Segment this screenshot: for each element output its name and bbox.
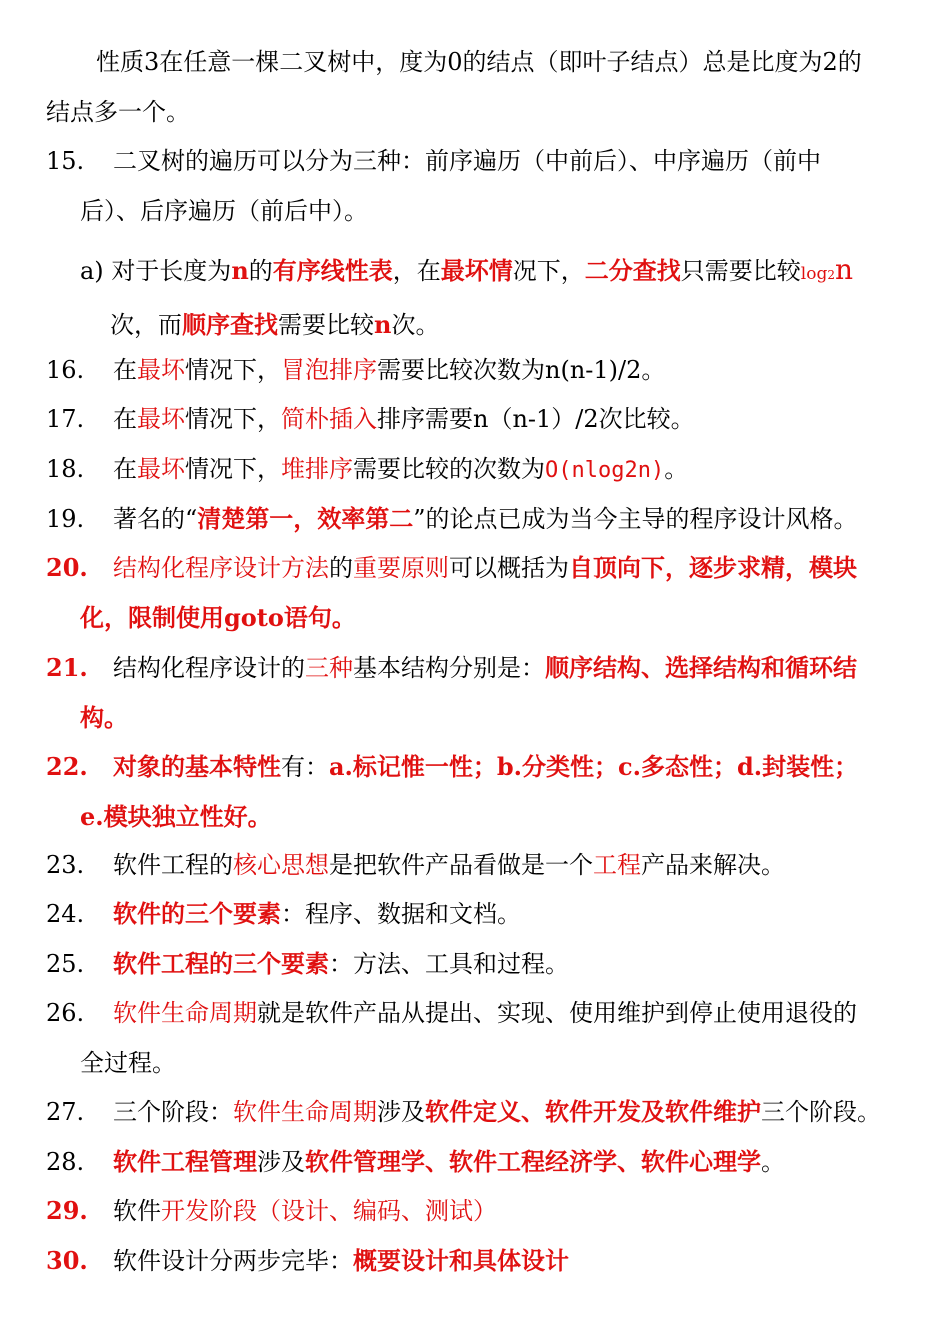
highlight-text: 工程 (593, 851, 641, 879)
intro-line-2: 结点多一个。 (46, 98, 190, 126)
highlight-text: 2 (827, 268, 835, 282)
text-run: 在 (113, 405, 137, 433)
text-run: 著名的“ (113, 505, 198, 533)
sub-item-label: a) (80, 257, 104, 285)
highlight-text: 二分查找 (584, 256, 681, 285)
item-number: 16. (46, 356, 85, 384)
highlight-text: 最坏情 (440, 256, 513, 285)
text-run: 只需要比较 (680, 257, 801, 285)
list-item-21 (46, 643, 916, 743)
list-item-19 (46, 494, 916, 544)
list-item-29 (46, 1186, 916, 1236)
item-number: 23. (46, 851, 85, 879)
text-run: ”的论点已成为当今主导的程序设计风格。 (413, 505, 858, 533)
item-number: 22. (46, 752, 88, 781)
text-run: 软件 (113, 1197, 161, 1225)
text-run: 涉及 (257, 1148, 305, 1176)
list-item-27 (46, 1087, 916, 1137)
highlight-text: 概要设计和具体设计 (353, 1246, 569, 1275)
highlight-text: 顺序查找 (182, 310, 278, 339)
highlight-text: 堆排序 (281, 455, 353, 483)
text-run: 情况下， (185, 356, 281, 384)
list-item-18 (46, 444, 916, 496)
sub-item-a (80, 245, 920, 350)
item-continuation: 构。 (80, 703, 128, 732)
text-run: 在 (113, 455, 137, 483)
highlight-text: 重要原则 (353, 554, 449, 582)
text-run: 情况下， (185, 455, 281, 483)
highlight-text: 软件定义、软件开发及软件维护 (425, 1097, 761, 1126)
highlight-text: 软件管理学、软件工程经济学、软件心理学 (305, 1147, 761, 1176)
highlight-text: 自顶向下，逐步求精，模块 (569, 553, 857, 582)
text-run: 对于长度为 (111, 257, 232, 285)
text-run: 有： (281, 753, 329, 781)
text-run: 。 (664, 455, 689, 483)
highlight-text: 简朴插入 (281, 405, 377, 433)
text-run: 可以概括为 (449, 554, 569, 582)
item-number: 30. (46, 1246, 88, 1275)
item-number: 25. (46, 950, 85, 978)
text-run: 软件工程的 (113, 851, 233, 879)
highlight-text: n (231, 256, 249, 285)
highlight-text: 最坏 (137, 405, 185, 433)
list-item-17 (46, 394, 916, 444)
text-run: 三个阶段： (113, 1098, 233, 1126)
highlight-text: n (834, 253, 854, 286)
list-item-24 (46, 889, 916, 939)
item-continuation: 后）、后序遍历（前后中）。 (80, 197, 368, 225)
text-run: 。 (761, 1148, 785, 1176)
item-continuation: e.模块独立性好。 (80, 802, 272, 831)
list-item-22 (46, 742, 916, 842)
highlight-text: 最坏 (137, 356, 185, 384)
item-number: 29. (46, 1196, 88, 1225)
text-run: 次。 (391, 311, 440, 339)
text-run: 基本结构分别是： (353, 654, 545, 682)
list-item-16 (46, 345, 916, 395)
text-run: 排序需要n（n-1）/2次比较。 (377, 405, 695, 433)
highlight-text: 软件的三个要素 (113, 899, 281, 928)
list-item-15 (46, 136, 916, 236)
text-run: 是把软件产品看做是一个 (329, 851, 593, 879)
list-item-30 (46, 1236, 916, 1286)
highlight-text: 软件生命周期 (233, 1098, 377, 1126)
text-run: 软件设计分两步完毕： (113, 1247, 353, 1275)
highlight-text: 顺序结构、选择结构和循环结 (545, 653, 857, 682)
highlight-text: n (374, 310, 392, 339)
item-number: 17. (46, 405, 85, 433)
text-run: 次，而 (110, 311, 182, 339)
text-run: 情况下， (185, 405, 281, 433)
text-run: 产品来解决。 (641, 851, 785, 879)
item-number: 18. (46, 455, 85, 483)
list-item-23 (46, 840, 916, 890)
text-run: 况下， (512, 257, 585, 285)
highlight-text: 开发阶段（设计、编码、测试） (161, 1197, 497, 1225)
highlight-text: 有序线性表 (272, 256, 393, 285)
highlight-text: 结构化程序设计方法 (113, 554, 329, 582)
highlight-text: 软件生命周期 (113, 999, 257, 1027)
item-number: 28. (46, 1148, 85, 1176)
item-number: 21. (46, 653, 88, 682)
list-item-25 (46, 939, 916, 989)
item-number: 27. (46, 1098, 85, 1126)
highlight-text: 核心思想 (233, 851, 329, 879)
highlight-text: 软件工程管理 (113, 1147, 257, 1176)
text-run: 需要比较的次数为 (353, 455, 545, 483)
item-number: 20. (46, 553, 88, 582)
item-number: 26. (46, 999, 85, 1027)
intro-paragraph (46, 37, 916, 137)
highlight-text: 冒泡排序 (281, 356, 377, 384)
item-text: 二叉树的遍历可以分为三种：前序遍历（中前后）、中序遍历（前中 (113, 147, 821, 175)
highlight-text: 软件工程的三个要素 (113, 949, 329, 978)
item-number: 19. (46, 505, 85, 533)
highlight-text: 对象的基本特性 (113, 752, 281, 781)
highlight-text: 清楚第一，效率第二 (197, 504, 414, 533)
list-item-28 (46, 1137, 916, 1187)
text-run: 需要比较 (278, 311, 374, 339)
text-run: 就是软件产品从提出、实现、使用维护到停止使用退役的 (257, 999, 857, 1027)
text-run: 三个阶段。 (761, 1098, 881, 1126)
text-run: ：方法、工具和过程。 (329, 950, 569, 978)
item-number: 15. (46, 147, 85, 175)
highlight-text: log (800, 264, 828, 284)
text-run: 涉及 (377, 1098, 425, 1126)
text-run: 需要比较次数为n(n-1)/2。 (377, 356, 666, 384)
text-run: ，在 (392, 257, 441, 285)
list-item-20 (46, 543, 916, 643)
text-run: ：程序、数据和文档。 (281, 900, 521, 928)
item-number: 24. (46, 900, 85, 928)
text-run: 的 (248, 257, 273, 285)
highlight-text: a.标记惟一性；b.分类性；c.多态性；d.封装性； (329, 752, 859, 781)
text-run: 的 (329, 554, 353, 582)
highlight-text: O(nlog2n) (545, 458, 665, 483)
intro-line-1: 性质3在任意一棵二叉树中，度为0的结点（即叶子结点）总是比度为2的 (96, 48, 862, 76)
item-continuation: 全过程。 (80, 1049, 176, 1077)
item-continuation: 化，限制使用goto语句。 (80, 603, 356, 632)
text-run: 结构化程序设计的 (113, 654, 305, 682)
highlight-text: 三种 (305, 654, 353, 682)
text-run: 在 (113, 356, 137, 384)
list-item-26 (46, 988, 916, 1088)
highlight-text: 最坏 (137, 455, 185, 483)
